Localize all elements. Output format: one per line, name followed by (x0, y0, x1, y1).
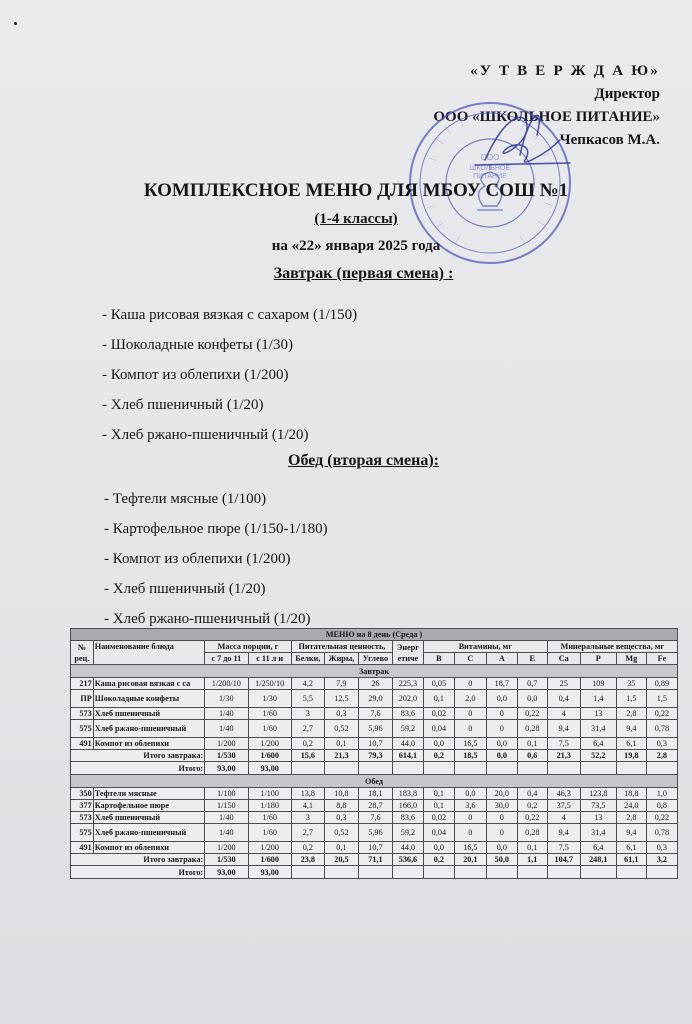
cell-calcium: 7,5 (547, 738, 580, 750)
lunch-item: - Хлеб ржано-пшеничный (1/20) (104, 611, 311, 627)
cell-mass-11plus: 1/60 (248, 720, 291, 738)
empty-cell (486, 866, 517, 879)
cell-vit-e: 0,4 (517, 788, 547, 800)
empty-cell (324, 762, 358, 775)
cell-iron: 0,8 (646, 800, 677, 812)
cell-phosphorus: 13 (580, 708, 616, 720)
cell-mass-11plus: 1/100 (248, 788, 291, 800)
cell-magnesium: 35 (616, 678, 646, 690)
table-caption-text: МЕНЮ на 8 день (Среда ) (325, 630, 423, 639)
cell-vit-a: 0,0 (486, 690, 517, 708)
cell-dish-name: Хлеб ржано-пшеничный (93, 720, 204, 738)
cell-vit-e: 0,2 (517, 800, 547, 812)
cell-calcium: 46,3 (547, 788, 580, 800)
cell-calcium: 7,5 (547, 842, 580, 854)
col-header-vit-e: E (517, 653, 547, 665)
table-row (71, 800, 678, 812)
cell-calcium: 9,4 (547, 720, 580, 738)
empty-cell (486, 762, 517, 775)
cell-mass-7-11: 1/40 (205, 720, 248, 738)
cell-recipe-number: 575 (71, 720, 94, 738)
cell-dish-name: Компот из облепихи (93, 738, 204, 750)
speck (14, 22, 17, 25)
empty-cell (646, 866, 677, 879)
cell-protein: 4,1 (291, 800, 324, 812)
total-value: 71,1 (358, 854, 392, 866)
empty-cell (358, 762, 392, 775)
grand-total-value: 93,00 (205, 762, 248, 775)
cell-mass-11plus: 1/60 (248, 824, 291, 842)
total-value: 61,1 (616, 854, 646, 866)
total-value: 20,5 (324, 854, 358, 866)
grand-total-label: Итого: (71, 762, 205, 775)
cell-phosphorus: 123,8 (580, 788, 616, 800)
cell-fat: 0,1 (324, 738, 358, 750)
cell-vit-b: 0,0 (423, 842, 454, 854)
empty-cell (454, 762, 486, 775)
cell-mass-7-11: 1/100 (205, 788, 248, 800)
cell-vit-c: 3,6 (454, 800, 486, 812)
total-value: 1/530 (205, 750, 248, 762)
cell-energy: 225,3 (392, 678, 423, 690)
total-value: 79,3 (358, 750, 392, 762)
cell-vit-c: 0 (454, 678, 486, 690)
cell-vit-a: 20,0 (486, 788, 517, 800)
cell-dish-name: Каша рисовая вязкая с са (93, 678, 204, 690)
table-row (71, 738, 678, 750)
cell-recipe-number: 573 (71, 708, 94, 720)
cell-fat: 0,1 (324, 842, 358, 854)
total-value: 21,3 (547, 750, 580, 762)
cell-dish-name: Тефтели мясные (93, 788, 204, 800)
empty-cell (517, 762, 547, 775)
cell-calcium: 25 (547, 678, 580, 690)
col-header-fe: Fe (646, 653, 677, 665)
cell-iron: 1,5 (646, 690, 677, 708)
cell-vit-c: 0 (454, 824, 486, 842)
cell-carbs: 5,96 (358, 824, 392, 842)
total-value: 20,1 (454, 854, 486, 866)
cell-iron: 0,78 (646, 824, 677, 842)
cell-vit-a: 0 (486, 708, 517, 720)
col-header-minerals: Минеральные вещества, мг (547, 641, 677, 653)
empty-cell (616, 866, 646, 879)
cell-phosphorus: 1,4 (580, 690, 616, 708)
breakfast-item: - Шоколадные конфеты (1/30) (102, 337, 293, 353)
cell-mass-11plus: 1/180 (248, 800, 291, 812)
cell-vit-e: 0,7 (517, 678, 547, 690)
total-value: 0,2 (423, 750, 454, 762)
cell-energy: 166,0 (392, 800, 423, 812)
table-row-total (71, 750, 678, 762)
table-caption (71, 629, 678, 641)
cell-carbs: 7,6 (358, 708, 392, 720)
cell-dish-name: Шоколадные конфеты (93, 690, 204, 708)
cell-vit-a: 0 (486, 812, 517, 824)
lunch-item: - Тефтели мясные (1/100) (104, 491, 267, 507)
cell-vit-e: 0,28 (517, 824, 547, 842)
lunch-item: - Хлеб пшеничный (1/20) (104, 581, 266, 597)
cell-magnesium: 9,4 (616, 824, 646, 842)
empty-cell (423, 866, 454, 879)
organization-name: ООО «ШКОЛЬНОЕ ПИТАНИЕ» (433, 109, 660, 125)
cell-vit-e: 0,22 (517, 812, 547, 824)
cell-iron: 0,22 (646, 708, 677, 720)
cell-calcium: 9,4 (547, 824, 580, 842)
section-title: Обед (71, 775, 678, 788)
lunch-item: - Картофельное пюре (1/150-1/180) (104, 521, 328, 537)
lunch-item: - Компот из облепихи (1/200) (104, 551, 291, 567)
empty-cell (392, 762, 423, 775)
cell-carbs: 7,6 (358, 812, 392, 824)
col-header-energy (392, 641, 423, 665)
cell-vit-b: 0,02 (423, 812, 454, 824)
total-value: 0,0 (486, 750, 517, 762)
document-title: КОМПЛЕКСНОЕ МЕНЮ ДЛЯ МБОУ СОШ №1 (143, 180, 569, 201)
table-body (71, 665, 678, 879)
total-value: 19,8 (616, 750, 646, 762)
table-row (71, 708, 678, 720)
cell-magnesium: 24,0 (616, 800, 646, 812)
cell-energy: 59,2 (392, 720, 423, 738)
table-row-total (71, 854, 678, 866)
total-value: 1/530 (205, 854, 248, 866)
cell-vit-b: 0,0 (423, 738, 454, 750)
cell-magnesium: 2,8 (616, 812, 646, 824)
total-value: 0,6 (517, 750, 547, 762)
empty-cell (291, 866, 324, 879)
col-header-num-line2: рец. (74, 653, 90, 663)
cell-mass-7-11: 1/200 (205, 842, 248, 854)
empty-cell (580, 762, 616, 775)
approve-label: «У Т В Е Р Ж Д А Ю» (470, 63, 660, 79)
col-header-ca: Ca (547, 653, 580, 665)
empty-cell (291, 762, 324, 775)
cell-fat: 0,3 (324, 812, 358, 824)
cell-energy: 202,0 (392, 690, 423, 708)
cell-vit-b: 0,02 (423, 708, 454, 720)
col-header-num-line1: № (77, 642, 86, 652)
grand-total-value: 93,00 (248, 762, 291, 775)
breakfast-item: - Хлеб ржано-пшеничный (1/20) (102, 427, 309, 443)
cell-vit-c: 0 (454, 812, 486, 824)
cell-magnesium: 2,8 (616, 708, 646, 720)
cell-phosphorus: 13 (580, 812, 616, 824)
cell-dish-name: Хлеб пшеничный (93, 708, 204, 720)
cell-carbs: 10,7 (358, 738, 392, 750)
table-row (71, 824, 678, 842)
cell-protein: 4,2 (291, 678, 324, 690)
col-header-mg: Mg (616, 653, 646, 665)
breakfast-item: - Каша рисовая вязкая с сахаром (1/150) (102, 307, 358, 323)
cell-mass-7-11: 1/150 (205, 800, 248, 812)
empty-cell (517, 866, 547, 879)
cell-vit-a: 0 (486, 720, 517, 738)
total-value: 21,3 (324, 750, 358, 762)
col-header-vit-a: A (486, 653, 517, 665)
cell-protein: 0,2 (291, 738, 324, 750)
cell-carbs: 28,7 (358, 800, 392, 812)
cell-fat: 10,8 (324, 788, 358, 800)
cell-mass-11plus: 1/60 (248, 812, 291, 824)
total-label: Итого завтрака: (71, 750, 205, 762)
total-value: 1,1 (517, 854, 547, 866)
cell-fat: 0,3 (324, 708, 358, 720)
total-value: 50,0 (486, 854, 517, 866)
menu-date: на «22» января 2025 года (271, 238, 441, 254)
cell-iron: 0,89 (646, 678, 677, 690)
lunch-list (104, 484, 328, 634)
cell-vit-e: 0,22 (517, 708, 547, 720)
empty-cell (646, 762, 677, 775)
cell-protein: 5,5 (291, 690, 324, 708)
table-row (71, 788, 678, 800)
cell-magnesium: 6,1 (616, 842, 646, 854)
empty-cell (324, 866, 358, 879)
cell-iron: 0,22 (646, 812, 677, 824)
svg-text:ООО: ООО (480, 153, 500, 162)
total-value: 23,8 (291, 854, 324, 866)
cell-dish-name: Хлеб пшеничный (93, 812, 204, 824)
cell-mass-7-11: 1/40 (205, 824, 248, 842)
cell-vit-c: 16,5 (454, 842, 486, 854)
total-label: Итого завтрака: (71, 854, 205, 866)
col-header-nutrition: Питательная ценность, (291, 641, 392, 653)
breakfast-list (102, 300, 357, 450)
grand-total-value: 93,00 (205, 866, 248, 879)
cell-vit-a: 0 (486, 824, 517, 842)
cell-vit-b: 0,1 (423, 690, 454, 708)
cell-energy: 59,2 (392, 824, 423, 842)
nutrition-table (70, 628, 678, 879)
total-value: 1/600 (248, 854, 291, 866)
cell-vit-b: 0,1 (423, 788, 454, 800)
breakfast-heading: Завтрак (первая смена) : (273, 265, 454, 282)
col-header-fat: Жиры, (324, 653, 358, 665)
cell-vit-a: 0,0 (486, 842, 517, 854)
cell-vit-c: 16,5 (454, 738, 486, 750)
director-position: Директор (594, 86, 660, 102)
cell-fat: 7,9 (324, 678, 358, 690)
col-header-dish: Наименование блюда (93, 641, 204, 665)
cell-magnesium: 1,5 (616, 690, 646, 708)
cell-carbs: 5,96 (358, 720, 392, 738)
breakfast-item: - Компот из облепихи (1/200) (102, 367, 289, 383)
cell-fat: 12,5 (324, 690, 358, 708)
cell-phosphorus: 109 (580, 678, 616, 690)
col-header-p: P (580, 653, 616, 665)
cell-vit-a: 30,0 (486, 800, 517, 812)
cell-fat: 0,52 (324, 824, 358, 842)
cell-vit-e: 0,1 (517, 842, 547, 854)
col-header-protein: Белки, (291, 653, 324, 665)
cell-dish-name: Хлеб ржано-пшеничный (93, 824, 204, 842)
table-row (71, 812, 678, 824)
cell-mass-7-11: 1/200 (205, 738, 248, 750)
cell-calcium: 37,5 (547, 800, 580, 812)
cell-recipe-number: 350 (71, 788, 94, 800)
cell-iron: 0,78 (646, 720, 677, 738)
cell-mass-7-11: 1/40 (205, 708, 248, 720)
cell-fat: 8,8 (324, 800, 358, 812)
total-value: 248,1 (580, 854, 616, 866)
cell-protein: 2,7 (291, 720, 324, 738)
cell-mass-7-11: 1/200/10 (205, 678, 248, 690)
cell-recipe-number: ПР (71, 690, 94, 708)
cell-mass-7-11: 1/30 (205, 690, 248, 708)
total-value: 614,1 (392, 750, 423, 762)
empty-cell (616, 762, 646, 775)
total-value: 1/600 (248, 750, 291, 762)
lunch-heading: Обед (вторая смена): (288, 452, 439, 469)
cell-energy: 83,6 (392, 812, 423, 824)
cell-iron: 0,3 (646, 738, 677, 750)
cell-recipe-number: 573 (71, 812, 94, 824)
nutrition-table-wrap (70, 628, 678, 879)
cell-recipe-number: 217 (71, 678, 94, 690)
total-value: 18,5 (454, 750, 486, 762)
cell-mass-11plus: 1/60 (248, 708, 291, 720)
cell-vit-c: 0 (454, 720, 486, 738)
cell-mass-11plus: 1/250/10 (248, 678, 291, 690)
total-value: 104,7 (547, 854, 580, 866)
col-header-carb: Углево (358, 653, 392, 665)
cell-fat: 0,52 (324, 720, 358, 738)
cell-vit-c: 0 (454, 708, 486, 720)
cell-mass-11plus: 1/200 (248, 738, 291, 750)
cell-vit-e: 0,0 (517, 690, 547, 708)
cell-mass-11plus: 1/30 (248, 690, 291, 708)
cell-carbs: 10,7 (358, 842, 392, 854)
cell-calcium: 0,4 (547, 690, 580, 708)
cell-phosphorus: 73,5 (580, 800, 616, 812)
cell-energy: 44,0 (392, 842, 423, 854)
cell-vit-a: 0,0 (486, 738, 517, 750)
cell-energy: 83,6 (392, 708, 423, 720)
cell-protein: 0,2 (291, 842, 324, 854)
cell-recipe-number: 491 (71, 842, 94, 854)
cell-carbs: 18,1 (358, 788, 392, 800)
total-value: 536,6 (392, 854, 423, 866)
empty-cell (454, 866, 486, 879)
col-header-mass-11plus: с 11 л и (248, 653, 291, 665)
svg-text:ПИТАНИЕ: ПИТАНИЕ (473, 173, 507, 180)
cell-protein: 2,7 (291, 824, 324, 842)
table-row (71, 690, 678, 708)
cell-recipe-number: 491 (71, 738, 94, 750)
empty-cell (547, 762, 580, 775)
table-row (71, 678, 678, 690)
empty-cell (358, 866, 392, 879)
col-header-vit-c: C (454, 653, 486, 665)
cell-vit-b: 0,1 (423, 800, 454, 812)
total-value: 0,2 (423, 854, 454, 866)
cell-energy: 44,0 (392, 738, 423, 750)
cell-energy: 183,8 (392, 788, 423, 800)
col-header-vit-b: B (423, 653, 454, 665)
col-header-energy-line1: Энерг (396, 642, 420, 652)
cell-phosphorus: 6,4 (580, 738, 616, 750)
cell-calcium: 4 (547, 708, 580, 720)
cell-mass-11plus: 1/200 (248, 842, 291, 854)
cell-dish-name: Компот из облепихи (93, 842, 204, 854)
cell-vit-c: 0,0 (454, 788, 486, 800)
cell-phosphorus: 6,4 (580, 842, 616, 854)
cell-vit-b: 0,04 (423, 720, 454, 738)
cell-iron: 1,0 (646, 788, 677, 800)
cell-vit-b: 0,05 (423, 678, 454, 690)
table-row (71, 842, 678, 854)
table-row-grand-total (71, 866, 678, 879)
signature (465, 105, 575, 175)
grand-total-label: Итого: (71, 866, 205, 879)
table-row (71, 720, 678, 738)
cell-phosphorus: 31,4 (580, 824, 616, 842)
svg-text:ШКОЛЬНОЕ: ШКОЛЬНОЕ (469, 165, 511, 172)
cell-protein: 3 (291, 708, 324, 720)
col-header-vitamins: Витамины, мг (423, 641, 547, 653)
col-header-energy-line2: етиче (397, 653, 419, 663)
cell-recipe-number: 377 (71, 800, 94, 812)
cell-vit-e: 0,1 (517, 738, 547, 750)
total-value: 3,2 (646, 854, 677, 866)
table-row-grand-total (71, 762, 678, 775)
cell-vit-c: 2,0 (454, 690, 486, 708)
empty-cell (423, 762, 454, 775)
director-name: Чепкасов М.А. (559, 132, 660, 148)
empty-cell (392, 866, 423, 879)
cell-calcium: 4 (547, 812, 580, 824)
cell-magnesium: 18,8 (616, 788, 646, 800)
cell-vit-a: 18,7 (486, 678, 517, 690)
cell-recipe-number: 575 (71, 824, 94, 842)
cell-carbs: 29,0 (358, 690, 392, 708)
cell-protein: 3 (291, 812, 324, 824)
grand-total-value: 93,00 (248, 866, 291, 879)
section-row-breakfast (71, 665, 678, 678)
cell-magnesium: 9,4 (616, 720, 646, 738)
breakfast-item: - Хлеб пшеничный (1/20) (102, 397, 264, 413)
col-header-mass: Масса порции, г (205, 641, 292, 653)
empty-cell (580, 866, 616, 879)
section-title: Завтрак (71, 665, 678, 678)
grades-subtitle: (1-4 классы) (314, 211, 398, 227)
cell-magnesium: 6,1 (616, 738, 646, 750)
section-row-lunch (71, 775, 678, 788)
cell-vit-e: 0,28 (517, 720, 547, 738)
cell-carbs: 26 (358, 678, 392, 690)
total-value: 2,8 (646, 750, 677, 762)
total-value: 52,2 (580, 750, 616, 762)
col-header-mass-7-11: с 7 до 11 (205, 653, 248, 665)
total-value: 15,6 (291, 750, 324, 762)
cell-protein: 13,8 (291, 788, 324, 800)
empty-cell (547, 866, 580, 879)
cell-iron: 0,3 (646, 842, 677, 854)
col-header-num (71, 641, 94, 665)
cell-vit-b: 0,04 (423, 824, 454, 842)
cell-dish-name: Картофельное пюре (93, 800, 204, 812)
cell-phosphorus: 31,4 (580, 720, 616, 738)
cell-mass-7-11: 1/40 (205, 812, 248, 824)
